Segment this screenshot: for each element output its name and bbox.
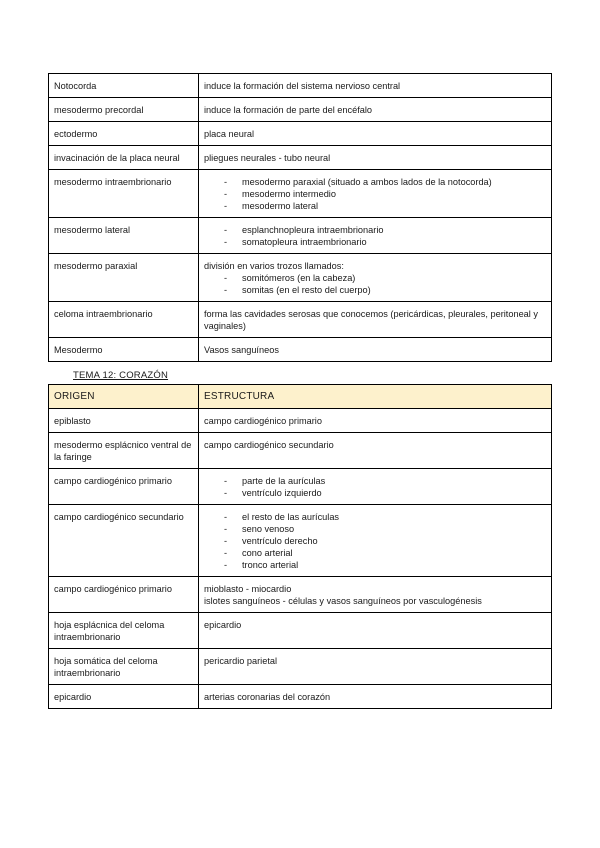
heart-table <box>48 384 552 709</box>
structure-cell: induce la formación de parte del encéfalo <box>199 98 552 122</box>
origin-cell: mesodermo esplácnico ventral de la faringe <box>49 433 199 469</box>
table-row <box>49 469 552 505</box>
structure-cell: pliegues neurales - tubo neural <box>199 146 552 170</box>
table-row <box>49 409 552 433</box>
list-item: - el resto de las aurículas <box>204 511 546 523</box>
table-row <box>49 98 552 122</box>
bullet-list <box>204 224 546 248</box>
origin-cell: hoja esplácnica del celoma intraembrionario <box>49 613 199 649</box>
origin-cell: mesodermo lateral <box>49 218 199 254</box>
text-line: islotes sanguíneos - células y vasos sanguíneos por vasculogénesis <box>204 596 482 606</box>
table-row <box>49 146 552 170</box>
list-item: - parte de la aurículas <box>204 475 546 487</box>
structure-cell <box>199 170 552 218</box>
list-item: - ventrículo derecho <box>204 535 546 547</box>
structure-cell: forma las cavidades serosas que conocemos (pericárdicas, pleurales, peritoneal y vaginales) <box>199 302 552 338</box>
table-row <box>49 122 552 146</box>
origin-cell: invacinación de la placa neural <box>49 146 199 170</box>
structure-cell: arterias coronarias del corazón <box>199 685 552 709</box>
column-header-origin: ORIGEN <box>49 385 199 409</box>
origin-cell: epicardio <box>49 685 199 709</box>
section-title: TEMA 12: CORAZÓN <box>73 370 169 381</box>
structure-cell <box>199 254 552 302</box>
bullet-list <box>204 511 546 571</box>
origin-cell: Notocorda <box>49 74 199 98</box>
bullet-list <box>204 272 546 296</box>
structure-cell: campo cardiogénico secundario <box>199 433 552 469</box>
structure-cell: campo cardiogénico primario <box>199 409 552 433</box>
origin-cell: ectodermo <box>49 122 199 146</box>
origin-cell: celoma intraembrionario <box>49 302 199 338</box>
structure-cell: induce la formación del sistema nervioso central <box>199 74 552 98</box>
origin-cell: mesodermo intraembrionario <box>49 170 199 218</box>
origin-cell: campo cardiogénico primario <box>49 469 199 505</box>
structure-cell: epicardio <box>199 613 552 649</box>
list-item: - mesodermo paraxial (situado a ambos lados de la notocorda) <box>204 176 546 188</box>
structure-cell <box>199 505 552 577</box>
origin-cell: mesodermo precordal <box>49 98 199 122</box>
origin-cell: campo cardiogénico primario <box>49 577 199 613</box>
table-row <box>49 613 552 649</box>
table-row <box>49 433 552 469</box>
table-row <box>49 649 552 685</box>
structure-cell <box>199 218 552 254</box>
structure-cell: placa neural <box>199 122 552 146</box>
structure-cell: pericardio parietal <box>199 649 552 685</box>
table-row <box>49 218 552 254</box>
list-item: - somitómeros (en la cabeza) <box>204 272 546 284</box>
table-row <box>49 338 552 362</box>
table-row <box>49 577 552 613</box>
list-intro: división en varios trozos llamados: <box>204 261 344 271</box>
table-header-row <box>49 385 552 409</box>
column-header-structure: ESTRUCTURA <box>199 385 552 409</box>
embryology-table <box>48 73 552 362</box>
structure-cell <box>199 577 552 613</box>
origin-cell: hoja somática del celoma intraembrionario <box>49 649 199 685</box>
list-item: - tronco arterial <box>204 559 546 571</box>
table-row <box>49 170 552 218</box>
bullet-list <box>204 176 546 212</box>
list-item: - ventrículo izquierdo <box>204 487 546 499</box>
origin-cell: epiblasto <box>49 409 199 433</box>
table-row <box>49 505 552 577</box>
list-item: - cono arterial <box>204 547 546 559</box>
text-line: mioblasto - miocardio <box>204 584 292 594</box>
structure-cell: Vasos sanguíneos <box>199 338 552 362</box>
list-item: - mesodermo lateral <box>204 200 546 212</box>
list-item: - somitas (en el resto del cuerpo) <box>204 284 546 296</box>
list-item: - seno venoso <box>204 523 546 535</box>
origin-cell: mesodermo paraxial <box>49 254 199 302</box>
list-item: - somatopleura intraembrionario <box>204 236 546 248</box>
table-row <box>49 254 552 302</box>
table-row <box>49 74 552 98</box>
table-row <box>49 685 552 709</box>
structure-cell <box>199 469 552 505</box>
bullet-list <box>204 475 546 499</box>
table-row <box>49 302 552 338</box>
list-item: - mesodermo intermedio <box>204 188 546 200</box>
origin-cell: Mesodermo <box>49 338 199 362</box>
list-item: - esplanchnopleura intraembrionario <box>204 224 546 236</box>
origin-cell: campo cardiogénico secundario <box>49 505 199 577</box>
